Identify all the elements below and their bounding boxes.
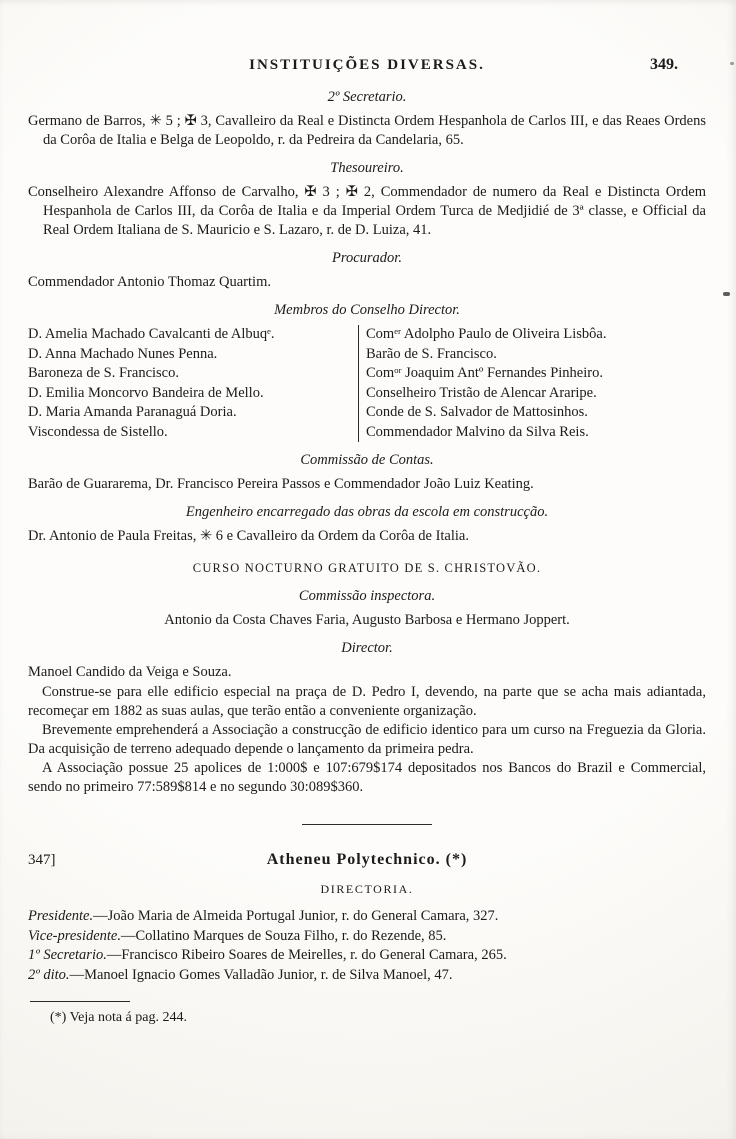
entry-thesoureiro: Conselheiro Alexandre Affonso de Carvalho, ✠ 3 ; ✠ 2, Commendador de numero da Real e Distincta Ordem Hespanhola de Carlos III, da Corôa de Italia e da Imperial Ordem Turca de Medjidié de 3ª classe, e Official da Real Ordem Italiana de S. Mauricio e S. Lazaro, r. de D. Luiza, 41. — [28, 184, 706, 238]
atheneu-title: Atheneu Polytechnico. (*) — [266, 851, 468, 868]
member-name: D. Emilia Moncorvo Bandeira de Mello. — [28, 384, 264, 401]
member-name: Viscondessa de Sistello. — [28, 423, 168, 440]
conselho-members-table — [28, 325, 706, 442]
heading-commissao-inspectora: Commissão inspectora. — [298, 588, 436, 604]
body-paragraph: A Associação possue 25 apolices de 1:000$ e 107:679$174 depositados nos Bancos do Brazil e Commercial, sendo no primeiro 77:589$814 e no segundo 30:089$360. — [28, 760, 706, 795]
heading-engenheiro: Engenheiro encarregado das obras da escola em construcção. — [185, 504, 549, 520]
member-name: Conde de S. Salvador de Mattosinhos. — [366, 404, 588, 420]
heading-curso-nocturno: CURSO NOCTURNO GRATUITO DE S. CHRISTOVÃO. — [192, 561, 542, 575]
body-paragraph: Brevemente emprehenderá a Associação a construcção de edificio identico para um curso na Freguezia da Gloria. Da acquisição de terreno adequado depende o lançamento da primeira pedra. — [28, 722, 706, 757]
page-header — [28, 56, 706, 75]
directoria-line — [28, 907, 706, 927]
body-paragraph: Construe-se para elle edificio especial na praça de D. Pedro I, devendo, na parte que se acha mais adiantada, recomeçar em 1882 as suas aulas, que terão então a conveniente organização. — [28, 684, 706, 719]
directoria-detail: —Francisco Ribeiro Soares de Meirelles, r. do General Camara, 265. — [106, 947, 507, 963]
entry-commissao-inspectora: Antonio da Costa Chaves Faria, Augusto Barbosa e Hermano Joppert. — [164, 612, 570, 628]
member-name: Comᵉʳ Adolpho Paulo de Oliveira Lisbôa. — [366, 326, 607, 342]
member-name: Comᵒʳ Joaquim Antº Fernandes Pinheiro. — [366, 365, 603, 381]
member-name: Commendador Malvino da Silva Reis. — [366, 423, 589, 440]
entry-engenheiro: Dr. Antonio de Paula Freitas, ✳ 6 e Cavalleiro da Ordem da Corôa de Italia. — [28, 528, 469, 544]
directoria-heading: DIRECTORIA. — [320, 882, 414, 896]
footnote-rule — [30, 1001, 130, 1002]
member-name: Baroneza de S. Francisco. — [28, 365, 179, 381]
atheneu-header — [28, 850, 706, 870]
directoria-line — [28, 927, 706, 947]
footnote: (*) Veja nota á pag. 244. — [50, 1010, 187, 1025]
scan-artifact — [723, 292, 730, 296]
running-title: INSTITUIÇÕES DIVERSAS. — [249, 57, 485, 73]
heading-segundo-secretario: 2º Secretario. — [327, 89, 407, 105]
directoria-role: Vice-presidente. — [28, 927, 121, 944]
entry-director: Manoel Candido da Veiga e Souza. — [28, 664, 232, 680]
directoria-role: 2º dito. — [28, 966, 70, 983]
heading-director: Director. — [341, 640, 393, 656]
member-name: D. Maria Amanda Paranaguá Doria. — [28, 404, 237, 420]
directoria-line — [28, 946, 706, 966]
directoria-role: Presidente. — [28, 908, 94, 924]
heading-thesoureiro: Thesoureiro. — [330, 160, 404, 176]
heading-procurador: Procurador. — [332, 250, 402, 266]
member-name: Barão de S. Francisco. — [366, 345, 497, 362]
member-name: D. Amelia Machado Cavalcanti de Albuqᵉ. — [28, 326, 275, 342]
entry-procurador: Commendador Antonio Thomaz Quartim. — [28, 274, 271, 290]
directoria-detail: —Manoel Ignacio Gomes Valladão Junior, r. de Silva Manoel, 47. — [69, 966, 453, 983]
entry-segundo-secretario: Germano de Barros, ✳ 5 ; ✠ 3, Cavalleiro da Real e Distincta Ordem Hespanhola de Carlos III, e das Reaes Ordens da Corôa de Italia e Belga de Leopoldo, r. da Pedreira da Candelaria, 65. — [28, 113, 706, 148]
members-column-left — [28, 325, 358, 442]
directoria-line — [28, 966, 706, 986]
member-name: D. Anna Machado Nunes Penna. — [28, 345, 218, 362]
heading-membros-conselho: Membros do Conselho Director. — [274, 302, 460, 318]
section-divider-rule — [302, 824, 432, 825]
members-column-right — [358, 325, 706, 442]
directoria-detail: —Collatino Marques de Souza Filho, r. do Rezende, 85. — [121, 927, 447, 944]
page-number: 349. — [650, 56, 678, 73]
heading-commissao-contas: Commissão de Contas. — [300, 452, 434, 468]
scan-artifact — [730, 62, 734, 65]
directoria-role: 1º Secretario. — [28, 947, 107, 963]
member-name: Conselheiro Tristão de Alencar Araripe. — [366, 384, 597, 401]
entry-commissao-contas: Barão de Guararema, Dr. Francisco Pereira Passos e Commendador João Luiz Keating. — [28, 476, 534, 492]
directoria-detail: —João Maria de Almeida Portugal Junior, r. do General Camara, 327. — [93, 908, 499, 924]
entry-number: 347] — [28, 852, 56, 868]
